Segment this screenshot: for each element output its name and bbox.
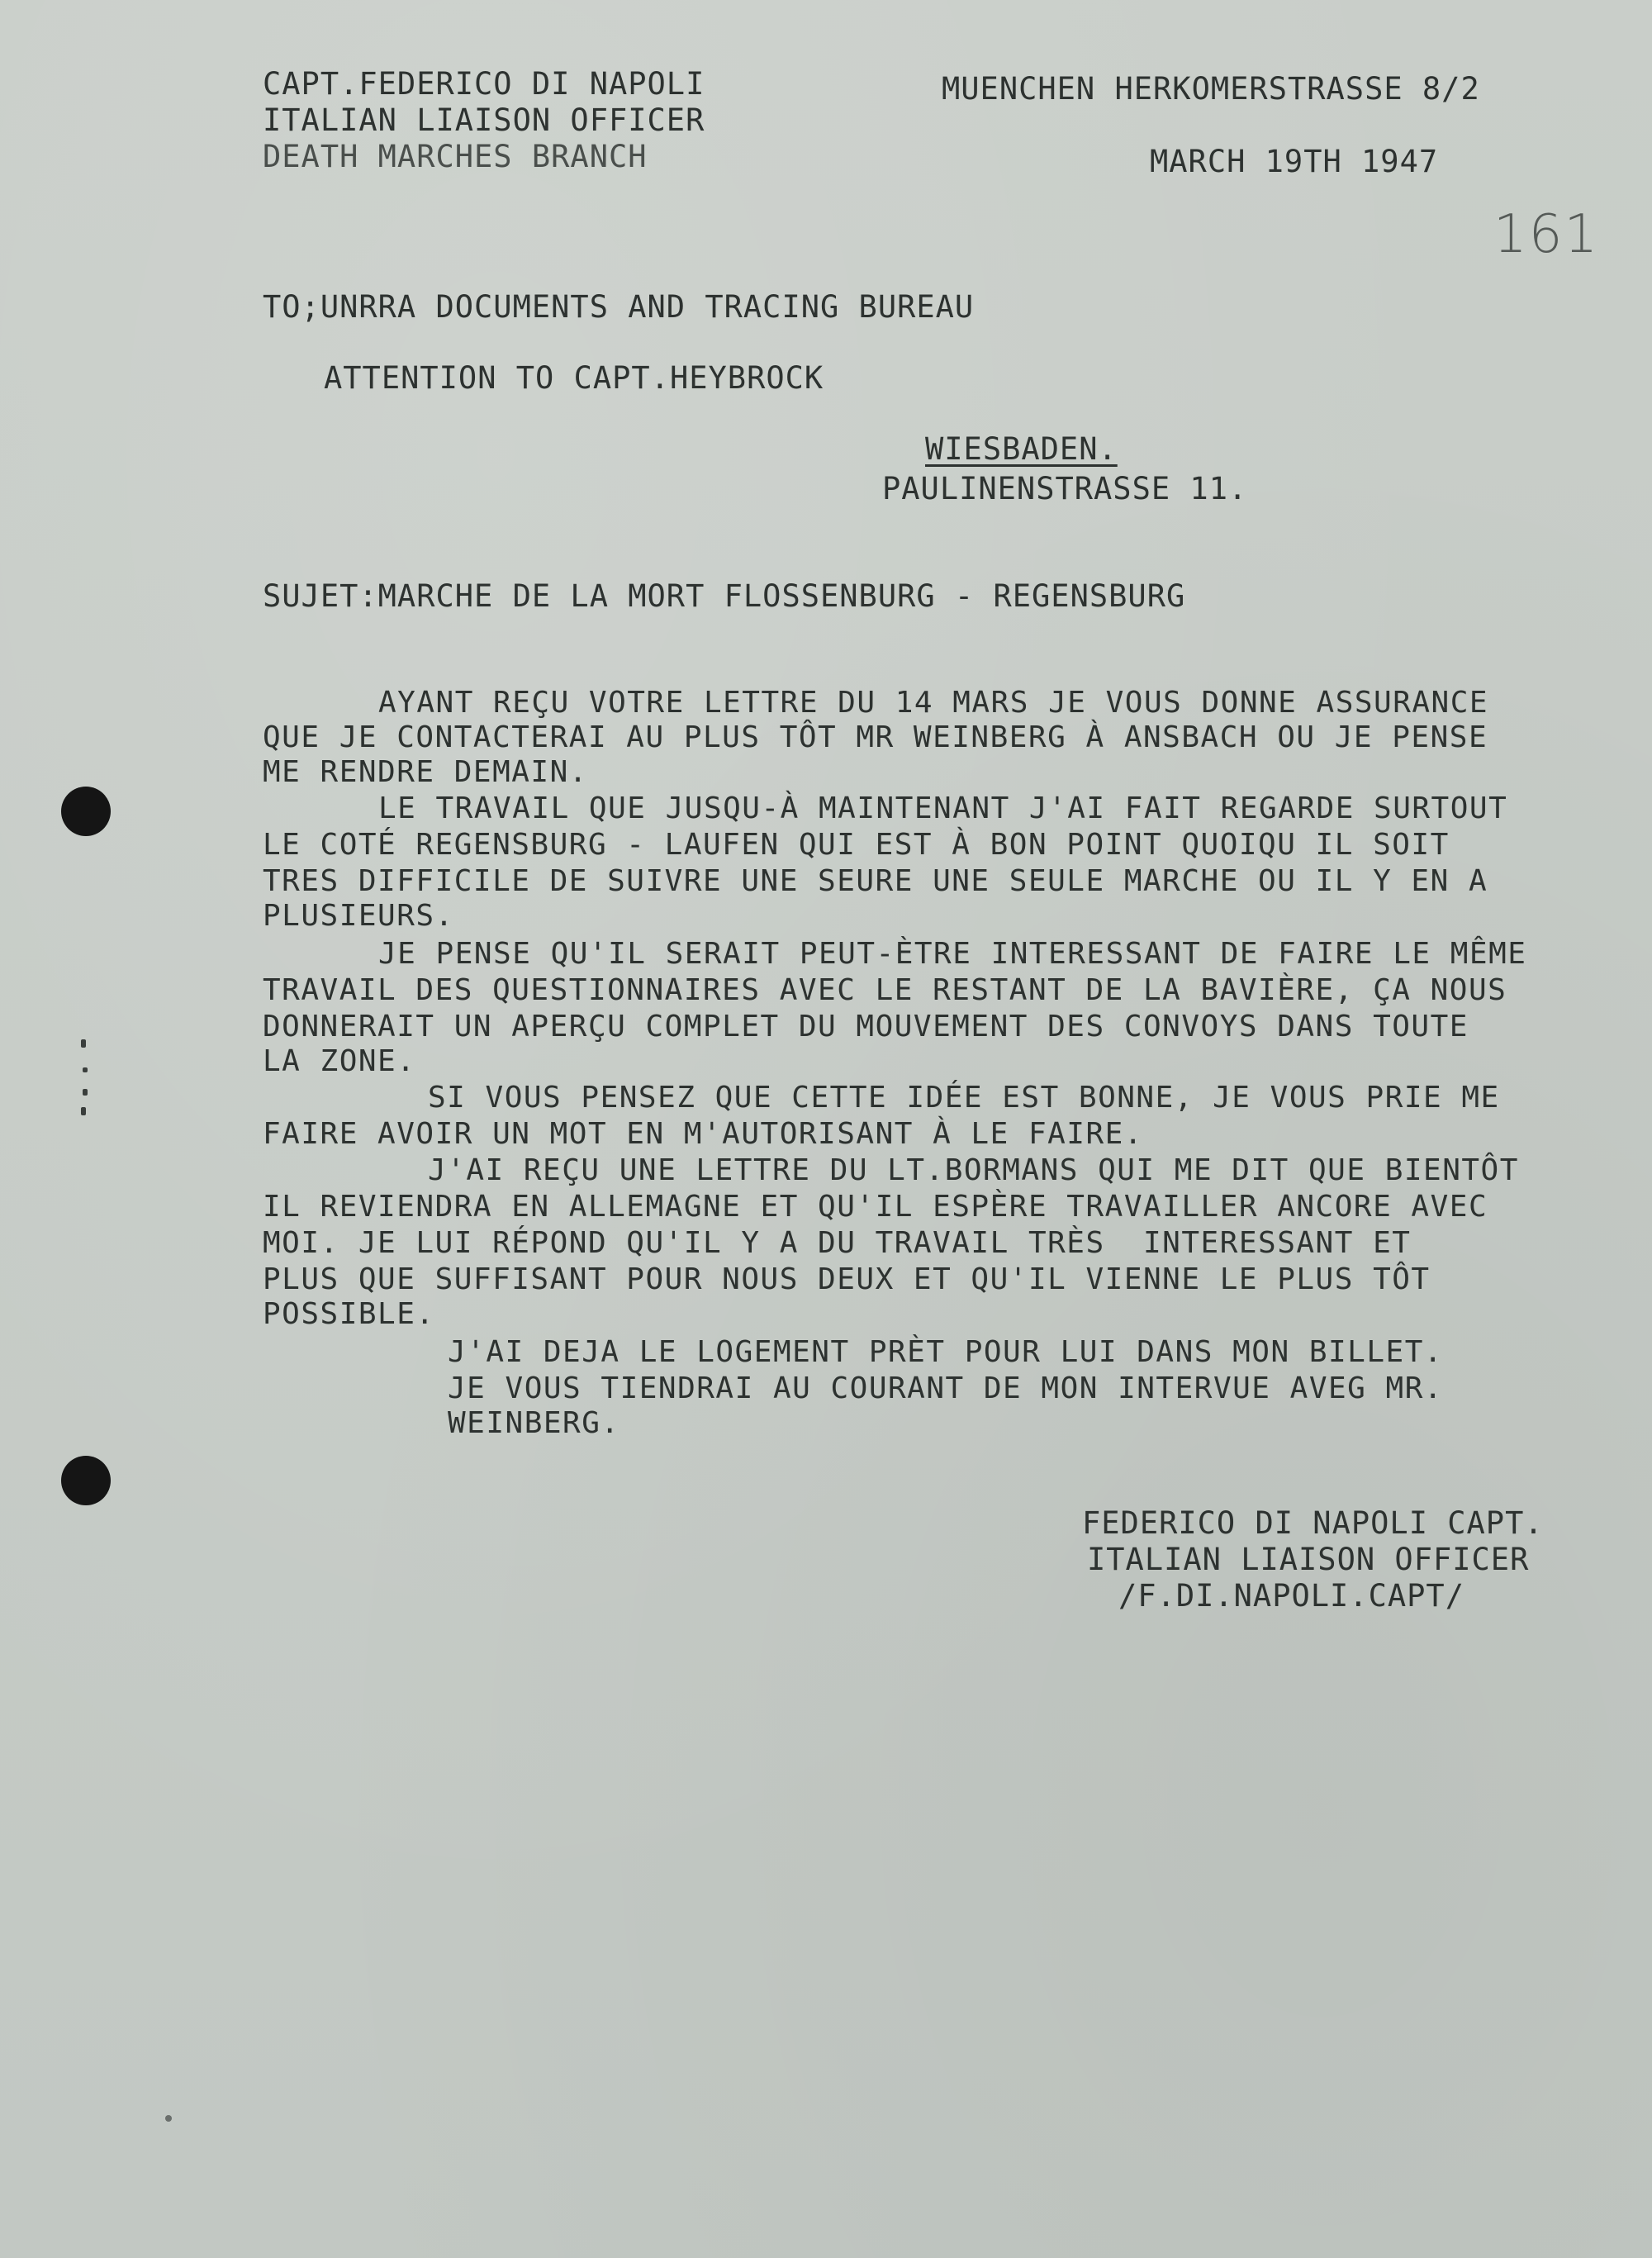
margin-mark-icon (81, 1039, 86, 1048)
body-line: J'AI REÇU UNE LETTRE DU LT.BORMANS QUI ME DIT QUE BIENTÔT (428, 1153, 1519, 1187)
margin-mark-icon (83, 1067, 88, 1072)
body-line: PLUS QUE SUFFISANT POUR NOUS DEUX ET QU'IL VIENNE LE PLUS TÔT (263, 1262, 1431, 1296)
margin-mark-icon (81, 1107, 86, 1115)
recipient-to: TO;UNRRA DOCUMENTS AND TRACING BUREAU (263, 289, 975, 325)
sender-title: ITALIAN LIAISON OFFICER (263, 102, 705, 138)
signature-initials: /F.DI.NAPOLI.CAPT/ (1118, 1578, 1464, 1614)
body-line: J'AI DEJA LE LOGEMENT PRÈT POUR LUI DANS MON BILLET. (448, 1335, 1444, 1369)
signature-title: ITALIAN LIAISON OFFICER (1087, 1542, 1530, 1577)
punch-hole-icon (61, 1456, 111, 1505)
body-line: TRAVAIL DES QUESTIONNAIRES AVEC LE RESTANT DE LA BAVIÈRE, ÇA NOUS (263, 973, 1507, 1007)
body-line: AYANT REÇU VOTRE LETTRE DU 14 MARS JE VOUS DONNE ASSURANCE (378, 686, 1489, 720)
recipient-street: PAULINENSTRASSE 11. (882, 471, 1248, 506)
sender-address: MUENCHEN HERKOMERSTRASSE 8/2 (942, 71, 1480, 107)
body-line: IL REVIENDRA EN ALLEMAGNE ET QU'IL ESPÈRE TRAVAILLER ANCORE AVEC (263, 1190, 1488, 1224)
body-line: PLUSIEURS. (263, 899, 454, 933)
page-number: 161 (1493, 204, 1600, 265)
body-line: TRES DIFFICILE DE SUIVRE UNE SEURE UNE SEULE MARCHE OU IL Y EN A (263, 864, 1488, 898)
body-line: QUE JE CONTACTERAI AU PLUS TÔT MR WEINBERG À ANSBACH OU JE PENSE (263, 720, 1488, 754)
margin-mark-icon (83, 1089, 88, 1096)
body-line: ME RENDRE DEMAIN. (263, 755, 588, 789)
punch-hole-icon (61, 787, 111, 836)
body-line: POSSIBLE. (263, 1297, 435, 1331)
body-line: WEINBERG. (448, 1406, 620, 1440)
body-line: LE TRAVAIL QUE JUSQU-À MAINTENANT J'AI FAIT REGARDE SURTOUT (378, 791, 1508, 825)
letter-date: MARCH 19TH 1947 (1150, 144, 1439, 179)
sender-name: CAPT.FEDERICO DI NAPOLI (263, 66, 705, 102)
body-line: LA ZONE. (263, 1044, 416, 1078)
body-line: JE PENSE QU'IL SERAIT PEUT-ÈTRE INTERESSANT DE FAIRE LE MÊME (378, 937, 1527, 971)
recipient-city: WIESBADEN. (925, 431, 1118, 467)
sender-branch: DEATH MARCHES BRANCH (263, 139, 648, 174)
letter-subject: SUJET:MARCHE DE LA MORT FLOSSENBURG - REGENSBURG (263, 578, 1186, 614)
body-line: MOI. JE LUI RÉPOND QU'IL Y A DU TRAVAIL TRÈS INTERESSANT ET (263, 1226, 1412, 1260)
body-line: LE COTÉ REGENSBURG - LAUFEN QUI EST À BON POINT QUOIQU IL SOIT (263, 828, 1450, 862)
body-line: FAIRE AVOIR UN MOT EN M'AUTORISANT À LE FAIRE. (263, 1117, 1143, 1151)
body-line: JE VOUS TIENDRAI AU COURANT DE MON INTERVUE AVEG MR. (448, 1371, 1444, 1405)
signature-name: FEDERICO DI NAPOLI CAPT. (1082, 1505, 1544, 1541)
body-line: DONNERAIT UN APERÇU COMPLET DU MOUVEMENT DES CONVOYS DANS TOUTE (263, 1010, 1469, 1043)
body-line: SI VOUS PENSEZ QUE CETTE IDÉE EST BONNE, JE VOUS PRIE ME (428, 1081, 1500, 1115)
recipient-attention: ATTENTION TO CAPT.HEYBROCK (324, 360, 824, 396)
dust-speck-icon (165, 2115, 172, 2122)
